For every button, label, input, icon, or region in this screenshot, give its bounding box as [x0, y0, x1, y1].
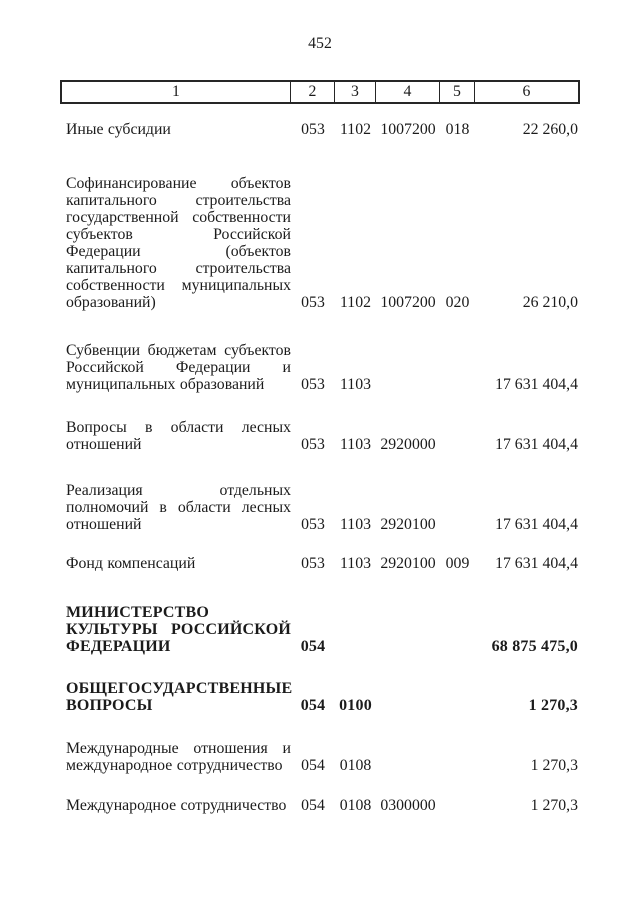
- target-article-cell: 1007200: [380, 121, 436, 138]
- header-cell-4: 4: [376, 82, 440, 102]
- amount-cell: 22 260,0: [522, 121, 578, 138]
- name-cell: Субвенции бюджетам субъектов Российской Федерации и муниципальных образований: [66, 342, 291, 393]
- chapter-code-cell: 054: [301, 757, 325, 774]
- name-cell: МИНИСТЕРСТВО КУЛЬТУРЫ РОССИЙСКОЙ ФЕДЕРАЦИИ: [66, 604, 291, 655]
- budget-table-header: [60, 80, 580, 104]
- name-cell: Фонд компенсаций: [66, 555, 196, 572]
- amount-cell: 1 270,3: [530, 757, 578, 774]
- amount-cell: 68 875 475,0: [491, 638, 578, 655]
- target-article-cell: 0300000: [380, 797, 436, 814]
- chapter-code-cell: 054: [301, 797, 325, 814]
- budget-table-body: [0, 121, 640, 814]
- table-row: [62, 342, 578, 393]
- chapter-code-cell: 054: [300, 638, 326, 655]
- name-cell: Софинансирование объектов капитального строительства государственной собственности субъектов Российской Федерации (объектов капитального строительства собственности муниципальных образований): [66, 175, 291, 311]
- target-article-cell: 2920100: [380, 516, 436, 533]
- name-cell: Вопросы в области лесных отношений: [66, 419, 291, 453]
- amount-cell: 1 270,3: [528, 697, 578, 714]
- amount-cell: 17 631 404,4: [495, 555, 578, 572]
- table-row-ministry-heading: [62, 604, 578, 655]
- target-article-cell: 2920000: [380, 436, 436, 453]
- amount-cell: 1 270,3: [530, 797, 578, 814]
- chapter-code-cell: 053: [301, 294, 325, 311]
- chapter-code-cell: 053: [301, 436, 325, 453]
- section-code-cell: 1103: [339, 376, 371, 393]
- table-row: [62, 555, 578, 572]
- name-cell: Реализация отдельных полномочий в области лесных отношений: [66, 482, 291, 533]
- section-code-cell: 1103: [339, 555, 371, 572]
- amount-cell: 17 631 404,4: [495, 436, 578, 453]
- section-code-cell: 1103: [339, 436, 371, 453]
- table-row: [62, 797, 578, 814]
- section-code-cell: 1102: [339, 294, 371, 311]
- chapter-code-cell: 054: [300, 697, 326, 714]
- section-code-cell: 1102: [339, 121, 371, 138]
- chapter-code-cell: 053: [301, 555, 325, 572]
- name-cell: ОБЩЕГОСУДАРСТВЕННЫЕ ВОПРОСЫ: [66, 680, 293, 714]
- header-cell-5: 5: [440, 82, 475, 102]
- amount-cell: 17 631 404,4: [495, 516, 578, 533]
- amount-cell: 26 210,0: [522, 294, 578, 311]
- table-row-section-heading: [62, 680, 578, 714]
- name-cell: Иные субсидии: [66, 121, 171, 138]
- chapter-code-cell: 053: [301, 516, 325, 533]
- amount-cell: 17 631 404,4: [495, 376, 578, 393]
- expense-type-cell: 020: [445, 294, 470, 311]
- header-cell-3: 3: [335, 82, 376, 102]
- name-cell: Международное сотрудничество: [66, 797, 287, 814]
- chapter-code-cell: 053: [301, 121, 325, 138]
- target-article-cell: 2920100: [380, 555, 436, 572]
- section-code-cell: 0100: [339, 697, 372, 714]
- expense-type-cell: 018: [445, 121, 470, 138]
- section-code-cell: 0108: [339, 757, 372, 774]
- target-article-cell: 1007200: [380, 294, 436, 311]
- section-code-cell: 1103: [339, 516, 371, 533]
- name-cell: Международные отношения и международное сотрудничество: [66, 740, 291, 774]
- header-cell-2: 2: [291, 82, 335, 102]
- table-row: [62, 740, 578, 774]
- page-number: 452: [308, 35, 332, 52]
- table-row: [62, 175, 578, 311]
- header-cell-1: 1: [62, 82, 291, 102]
- section-code-cell: 0108: [339, 797, 372, 814]
- table-row: [62, 121, 578, 138]
- chapter-code-cell: 053: [301, 376, 325, 393]
- table-row: [62, 419, 578, 453]
- expense-type-cell: 009: [445, 555, 470, 572]
- table-row: [62, 482, 578, 533]
- header-cell-6: 6: [522, 83, 531, 100]
